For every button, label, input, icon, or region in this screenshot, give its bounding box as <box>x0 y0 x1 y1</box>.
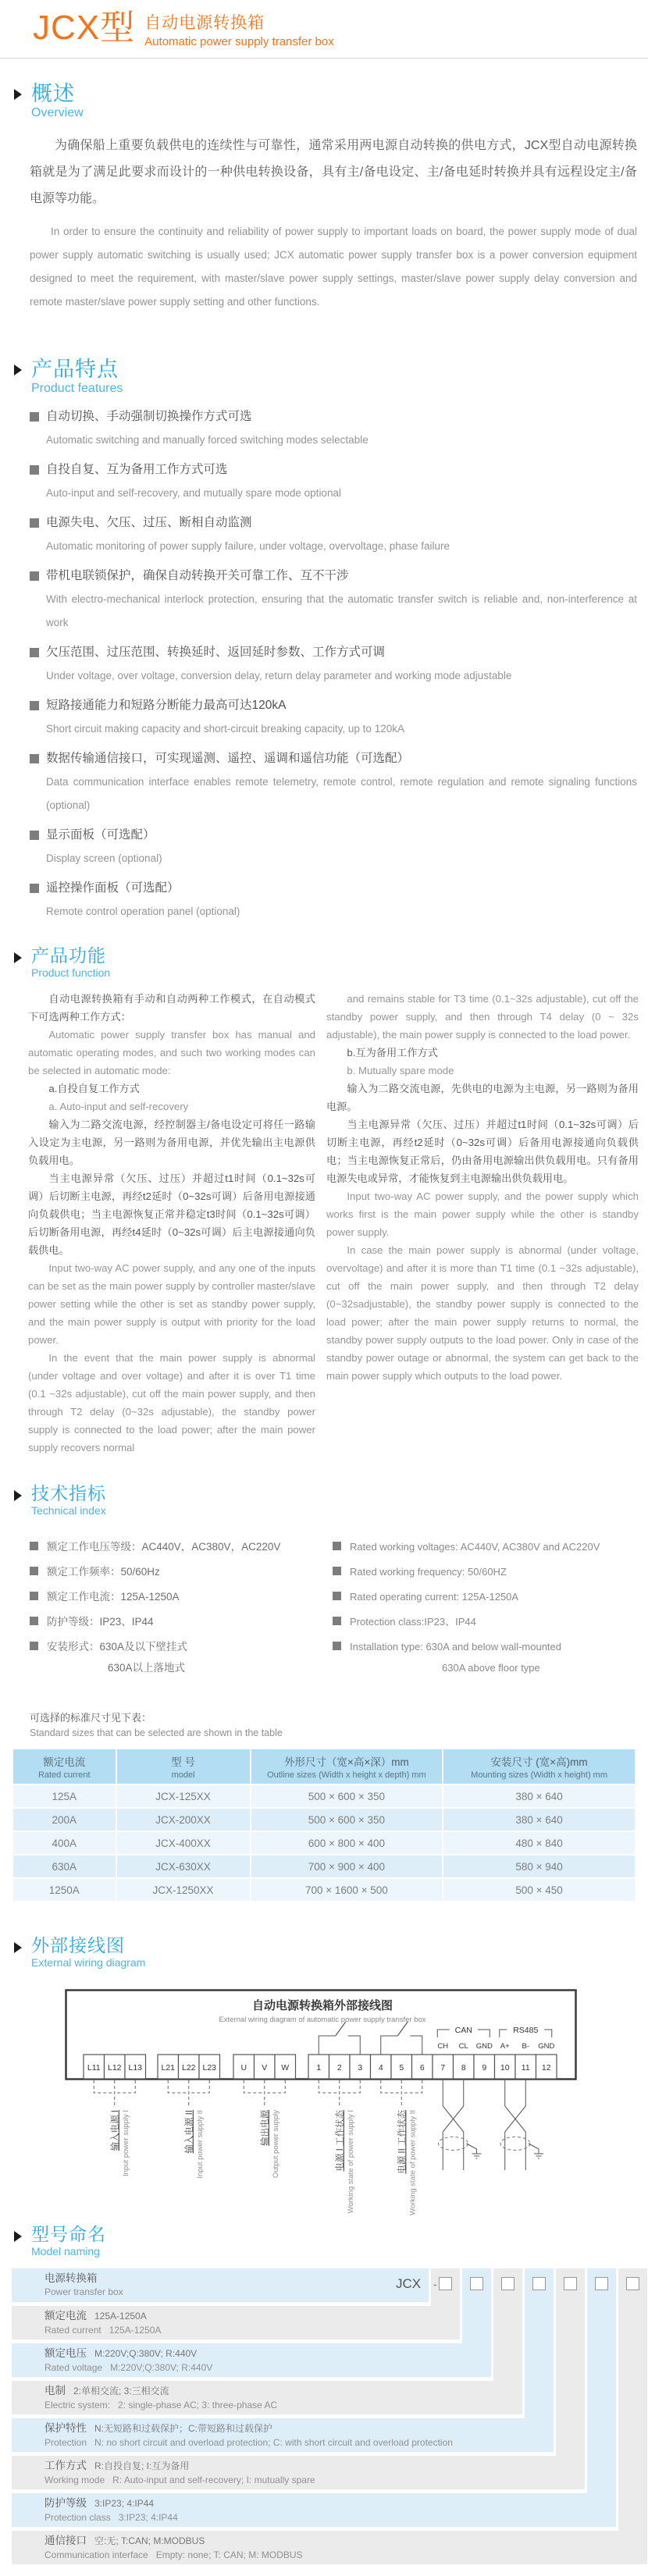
table-cell: JCX-200XX <box>117 1809 250 1831</box>
standard-sizes-table <box>12 1748 636 1902</box>
feature-item <box>30 408 637 452</box>
terminal-label: 7 <box>440 2063 446 2073</box>
function-paragraph-en: and remains stable for T3 time (0.1~32s adjustable), cut off the standby power supply, and then through T4 delay (0 ~ 32s adjustable), the main power supply is connected to the load power. <box>326 993 639 1041</box>
naming-heading-cn: 型号命名 <box>31 2224 106 2244</box>
naming-row-spec-en: 3:IP23; 4:IP44 <box>118 2512 178 2523</box>
table-cell: 700 × 900 × 400 <box>251 1856 443 1877</box>
wiring-heading-cn: 外部接线图 <box>31 1935 125 1955</box>
tech-spec-item: 额定工作频率：50/60Hz <box>30 1564 333 1579</box>
naming-row-label-cn: 额定电压 M:220V;Q:380V; R:440V <box>45 2347 198 2359</box>
terminal-label: L23 <box>202 2063 217 2073</box>
feature-text-cn: 欠压范围、过压范围、转换延时、返回延时参数、工作方式可调 <box>30 644 637 661</box>
function-paragraph-en: a. Auto-input and self-recovery <box>48 1101 189 1112</box>
bullet-square-icon <box>30 1642 38 1650</box>
feature-text-en: Short circuit making capacity and short-circuit breaking capacity, up to 120kA <box>46 723 404 735</box>
table-cell: 500 × 600 × 350 <box>251 1785 443 1807</box>
bullet-square-icon <box>30 465 39 475</box>
feature-text-cn: 显示面板（可选配） <box>30 827 637 844</box>
naming-row-label-en: Working mode R: Auto-input and self-recovery; I: mutually spare <box>45 2475 315 2485</box>
wiring-box-title-cn: 自动电源转换箱外部接线图 <box>251 1999 393 2012</box>
bullet-square-icon <box>30 1592 38 1600</box>
naming-row-spec-cn: N:无短路和过载保护；C:带短路和过载保护 <box>94 2423 273 2434</box>
naming-row <box>12 2268 429 2302</box>
size-note-cn: 可选择的标准尺寸见下表： <box>30 1712 152 1724</box>
naming-row-spec-cn: R:自投自复; I:互为备用 <box>94 2460 190 2471</box>
feature-text-cn: 电源失电、欠压、过压、断相自动监测 <box>30 514 637 532</box>
naming-row-label-en: Rated voltage M:220V;Q:380V; R:440V <box>45 2362 213 2373</box>
bullet-square-icon <box>30 701 39 710</box>
group-label-cn: 电源 II 工作状态 <box>397 2110 408 2174</box>
naming-row <box>12 2493 616 2527</box>
function-paragraph-cn: 自动电源转换箱有手动和自动两种工作模式，在自动模式下可选两种工作方式： <box>28 993 315 1023</box>
terminal-label: 11 <box>521 2063 530 2073</box>
feature-text-cn: 自投自复、互为备用工作方式可选 <box>30 461 637 479</box>
features-heading-en: Product features <box>31 382 123 395</box>
naming-digit-box <box>532 2277 546 2290</box>
wiring-box-title-en: External wiring diagram of automatic power supply transfer box <box>219 2016 426 2024</box>
naming-row-label-cn: 电源转换箱 <box>45 2272 98 2284</box>
table-cell: 125A <box>13 1785 116 1807</box>
table-cell: 630A <box>13 1856 116 1877</box>
section-features-heading <box>14 358 648 396</box>
feature-item <box>30 461 637 505</box>
function-column-right <box>326 990 639 1457</box>
function-paragraph-en: b. Mutually spare mode <box>347 1065 454 1076</box>
feature-item <box>30 514 637 558</box>
group-label-en: Input power supply II <box>195 2110 205 2179</box>
feature-text-en: Display screen (optional) <box>46 852 162 864</box>
naming-row <box>12 2306 460 2339</box>
table-header-cell <box>13 1749 116 1784</box>
header-label-cn: 安装尺寸 (宽×高)mm <box>490 1756 588 1768</box>
function-columns <box>28 990 639 1457</box>
naming-row-label-cn: 防护等级 3:IP23; 4:IP44 <box>45 2497 155 2509</box>
terminal-label: 2 <box>336 2063 342 2073</box>
feature-text-en: Automatic monitoring of power supply failure, under voltage, overvoltage, phase failure <box>46 540 450 552</box>
terminal-label: 6 <box>419 2063 425 2073</box>
bullet-square-icon <box>30 831 39 840</box>
feature-item <box>30 697 637 741</box>
model-naming-diagram <box>12 2268 636 2568</box>
table-cell: 700 × 1600 × 500 <box>251 1879 443 1901</box>
table-header-row <box>13 1749 635 1784</box>
naming-row-label-cn: 通信接口 空:无; T:CAN; M:MODBUS <box>45 2535 205 2546</box>
header-label-en: Outline sizes (Width x height x depth) mm <box>267 1770 426 1780</box>
feature-text-cn: 数据传输通信接口，可实现遥测、遥控、遥调和遥信功能（可选配） <box>30 750 637 767</box>
section-function-heading <box>14 945 648 979</box>
naming-row-spec-cn: 3:IP23; 4:IP44 <box>94 2498 155 2509</box>
naming-row-label-cn: 额定电流 125A-1250A <box>45 2310 147 2322</box>
terminal-label: L22 <box>181 2063 196 2073</box>
naming-row-spec-cn: 空:无; T:CAN; M:MODBUS <box>94 2535 205 2546</box>
terminal-label: L11 <box>87 2063 101 2073</box>
naming-dash: - <box>433 2278 437 2290</box>
function-paragraph-en: Automatic power supply transfer box has manual and automatic operating modes, and such two working modes can be selected in automatic mode: <box>28 1029 315 1076</box>
tech-index-left <box>30 1529 333 1675</box>
terminal-label: 8 <box>461 2063 466 2073</box>
naming-row-label-en: Protection class 3:IP23; 4:IP44 <box>45 2512 178 2523</box>
naming-row <box>12 2456 585 2489</box>
table-cell: 580 × 940 <box>443 1856 635 1877</box>
section-marker-icon <box>14 1942 22 1953</box>
overview-paragraph-cn: 为确保船上重要负载供电的连续性与可靠性，通常采用两电源自动转换的供电方式，JCX型自动电源转换箱就是为了满足此要求而设计的一种供电转换设备，具有主/备电设定、主/备电延时转换并具有远程设定主/备电源等功能。 <box>30 139 637 205</box>
terminal-label: 4 <box>378 2063 383 2073</box>
function-paragraph-cn: 输入为二路交流电源，经控制器主/备电设定可将任一路输入设定为主电源，另一路则为备用电源，并优先输出主电源供负载用电。 <box>28 1119 315 1166</box>
bus-name-label: RS485 <box>513 2026 539 2035</box>
feature-text-en: With electro-mechanical interlock protection, ensuring that the automatic transfer switch is reliable and, non-interference at work <box>46 593 637 628</box>
tech-spec-item: 额定工作电压等级：AC440V，AC380V，AC220V <box>30 1539 333 1554</box>
header-label-en: Rated current <box>37 1770 91 1780</box>
table-cell: 480 × 840 <box>443 1832 635 1854</box>
bullet-square-icon <box>333 1617 341 1625</box>
naming-digit-box <box>501 2277 514 2290</box>
feature-text-cn: 短路接通能力和短路分断能力最高可达120kA <box>30 697 637 714</box>
naming-strip <box>525 2268 554 2452</box>
section-marker-icon <box>14 952 22 963</box>
bullet-square-icon <box>333 1642 341 1650</box>
bullet-square-icon <box>30 754 39 763</box>
terminal-label: 10 <box>500 2063 510 2073</box>
naming-row-label-en: Power transfer box <box>45 2286 123 2297</box>
table-header-cell <box>117 1749 250 1784</box>
group-label-en: Input power supply I <box>121 2110 130 2177</box>
overview-heading-en: Overview <box>31 106 84 119</box>
table-header-cell <box>251 1749 443 1784</box>
header-label-cn: 外形尺寸（宽×高×深）mm <box>283 1756 409 1768</box>
naming-strip <box>556 2268 585 2489</box>
feature-text-en: Remote control operation panel (optional) <box>46 906 240 917</box>
terminal-label: 5 <box>399 2063 404 2073</box>
naming-row-label-en: Rated current 125A-1250A <box>45 2325 162 2336</box>
feature-text-en: Data communication interface enables remote telemetry, remote control, remote regulation and remote signaling functions (optional) <box>46 776 637 811</box>
wiring-heading-en: External wiring diagram <box>31 1956 146 1969</box>
function-paragraph-cn: 当主电源异常（欠压、过压）并超过t1时间（0.1~32s可调）后切断主电源，再经t2延时（0~32s可调）后备用电源接通向负载供电；当主电源恢复正常并稳定t3时间（0.1~32s可调）后切断备用电源，再经t4延时（0~32s可调）后主电源接通向负载供电。 <box>28 1172 315 1256</box>
tech-spec-item: Installation type: 630A and below wall-mounted 630A above floor type <box>333 1639 640 1675</box>
tech-spec-item: 安装形式：630A及以下壁挂式 630A以上落地式 <box>30 1639 333 1675</box>
table-cell: JCX-1250XX <box>117 1879 250 1901</box>
terminal-label: 1 <box>316 2063 322 2073</box>
function-paragraph-cn: b.互为备用工作方式 <box>347 1047 438 1059</box>
table-cell: 1250A <box>13 1879 116 1901</box>
section-marker-icon <box>14 89 22 100</box>
naming-row-label-en: Communication interface Empty: none; T: CAN; M: MODBUS <box>45 2549 303 2560</box>
wiring-diagram-svg <box>65 1989 577 2220</box>
product-title-cn: 自动电源转换箱 <box>144 14 265 32</box>
section-marker-icon <box>14 1490 22 1501</box>
bus-pin-label: GND <box>538 2042 555 2051</box>
function-heading-en: Product function <box>31 966 111 979</box>
table-cell: JCX-400XX <box>117 1832 250 1854</box>
naming-row <box>12 2531 647 2564</box>
function-paragraph-en: In the event that the main power supply is abnormal (under voltage and over voltage) and after it is over T1 time (0.1 ~32s adjustable), cut off the main power supply, and then through T2 delay (0~32s adjustable), the standby power supply is connected to the load power; after the main power supply recovers normal <box>28 1352 315 1453</box>
table-row <box>13 1879 635 1901</box>
function-column-left <box>28 990 315 1457</box>
section-marker-icon <box>14 2231 22 2242</box>
naming-digit-box <box>564 2277 577 2290</box>
table-row <box>13 1785 635 1807</box>
section-marker-icon <box>14 365 22 375</box>
feature-item <box>30 750 637 817</box>
bullet-square-icon <box>30 571 39 581</box>
function-paragraph-cn: 输入为二路交流电源，先供电的电源为主电源，另一路则为备用电源。 <box>326 1083 639 1112</box>
table-cell: 600 × 800 × 400 <box>251 1832 443 1854</box>
section-wiring-heading <box>14 1935 648 1969</box>
table-cell: 380 × 640 <box>443 1809 635 1831</box>
product-title-block <box>144 8 334 48</box>
group-label-cn: 输入电源 II <box>184 2110 194 2154</box>
section-overview-heading <box>14 82 648 120</box>
feature-text-en: Auto-input and self-recovery, and mutually spare mode optional <box>46 487 341 499</box>
bullet-square-icon <box>30 1567 38 1575</box>
tech-spec-item: Rated working frequency: 50/60HZ <box>333 1564 640 1579</box>
naming-row-label-cn: 保护特性 N:无短路和过载保护；C:带短路和过载保护 <box>45 2422 273 2434</box>
naming-row-spec-en: N: no short circuit and overload protection; C: with short circuit and overload protection <box>94 2437 453 2448</box>
tech-index-columns <box>30 1529 640 1675</box>
table-row <box>13 1856 635 1877</box>
function-paragraph-en: Input two-way AC power supply, and the power supply which works first is the main power supply while the other is standby power supply. <box>326 1190 639 1238</box>
terminal-label: 3 <box>358 2063 363 2073</box>
bus-pin-label: B- <box>522 2042 529 2051</box>
tech-spec-item: 额定工作电流：125A-1250A <box>30 1589 333 1604</box>
naming-row-spec-en: 125A-1250A <box>109 2325 162 2336</box>
header-label-en: Mounting sizes (Width x height) mm <box>471 1770 608 1780</box>
overview-paragraph-en: In order to ensure the continuity and reliability of power supply to important loads on board, the power supply mode of dual power supply automatic switching is usually used; JCX automatic power supply transfer box is a power conversion equipment designed to meet the requirement, with master/slave power supply settings, master/slave power supply delay conversion and remote master/slave power supply setting and other functions. <box>30 226 637 308</box>
feature-text-en: Under voltage, over voltage, conversion delay, return delay parameter and working mode adjustable <box>46 670 512 681</box>
naming-strip <box>618 2268 647 2564</box>
feature-text-cn: 遥控操作面板（可选配） <box>30 880 637 897</box>
table-row <box>13 1809 635 1831</box>
table-cell: 200A <box>13 1809 116 1831</box>
table-cell: 400A <box>13 1832 116 1854</box>
terminal-label: L13 <box>128 2063 143 2073</box>
table-cell: 500 × 450 <box>443 1879 635 1901</box>
naming-row-spec-cn: 2:单相交流; 3:三相交流 <box>73 2386 169 2396</box>
naming-row-spec-cn: M:220V;Q:380V; R:440V <box>94 2348 198 2359</box>
section-naming-heading <box>14 2224 648 2258</box>
naming-row <box>12 2343 491 2377</box>
bullet-square-icon <box>333 1592 341 1600</box>
size-note-en: Standard sizes that can be selected are shown in the table <box>30 1727 283 1738</box>
feature-item <box>30 880 637 923</box>
terminal-label: L21 <box>161 2063 176 2073</box>
function-paragraph-cn: a.自投自复工作方式 <box>48 1083 140 1094</box>
bullet-square-icon <box>30 1617 38 1625</box>
terminal-label: L12 <box>107 2063 122 2073</box>
wiring-diagram <box>65 1989 648 2224</box>
feature-text-cn: 带机电联锁保护，确保自动转换开关可靠工作、互不干涉 <box>30 568 637 585</box>
naming-strip <box>587 2268 616 2527</box>
feature-list <box>30 408 637 923</box>
tech-spec-item: 防护等级：IP23、IP44 <box>30 1614 333 1629</box>
naming-prefix: JCX <box>396 2276 422 2291</box>
header-label-cn: 额定电流 <box>43 1756 86 1768</box>
tech-heading-en: Technical index <box>31 1504 106 1517</box>
tech-index-right <box>333 1529 640 1675</box>
naming-row-label-en: Protection N: no short circuit and overload protection; C: with short circuit and overload protection <box>45 2437 453 2448</box>
bullet-square-icon <box>30 412 39 422</box>
naming-row-label-cn: 工作方式 R:自投自复; I:互为备用 <box>45 2460 190 2471</box>
bus-pin-label: CH <box>437 2042 449 2051</box>
naming-row-spec-cn: 125A-1250A <box>94 2311 147 2322</box>
bullet-square-icon <box>30 884 39 893</box>
tech-spec-second-line: 630A以上落地式 <box>108 1662 186 1674</box>
table-cell: 500 × 600 × 350 <box>251 1809 443 1831</box>
terminal-label: U <box>240 2063 247 2073</box>
tech-spec-item: Rated operating current: 125A-1250A <box>333 1589 640 1604</box>
group-label-cn: 电源 I 工作状态 <box>335 2110 345 2172</box>
features-heading-cn: 产品特点 <box>31 358 119 381</box>
group-label-cn: 输入电源 I <box>110 2110 120 2151</box>
terminal-label: 12 <box>541 2063 551 2073</box>
naming-row-label-cn: 电制 2:单相交流; 3:三相交流 <box>45 2385 169 2396</box>
naming-strip <box>493 2268 522 2414</box>
function-heading-cn: 产品功能 <box>31 945 106 966</box>
product-title-en: Automatic power supply transfer box <box>144 35 334 48</box>
terminal-label: W <box>281 2063 290 2073</box>
bullet-square-icon <box>30 1542 38 1550</box>
table-cell: JCX-125XX <box>117 1785 250 1807</box>
naming-row <box>12 2381 522 2414</box>
bus-pin-label: GND <box>475 2042 493 2051</box>
table-row <box>13 1832 635 1854</box>
tech-spec-second-line: 630A above floor type <box>442 1662 540 1674</box>
group-label-en: Working state of power supply II <box>408 2110 418 2215</box>
naming-digit-box <box>439 2277 452 2290</box>
table-header-cell <box>443 1749 635 1784</box>
section-tech-heading <box>14 1483 648 1517</box>
table-cell: 380 × 640 <box>443 1785 635 1807</box>
naming-digit-box <box>470 2277 483 2290</box>
tech-spec-item: Rated working voltages: AC440V, AC380V and AC220V <box>333 1539 640 1554</box>
feature-item <box>30 568 637 635</box>
bus-pin-label: A+ <box>500 2042 510 2051</box>
table-cell: JCX-630XX <box>117 1856 250 1877</box>
header-divider <box>0 58 648 59</box>
bullet-square-icon <box>333 1542 341 1550</box>
group-label-en: Working state of power supply I <box>346 2110 355 2214</box>
feature-text-cn: 自动切换、手动强制切换操作方式可选 <box>30 408 637 425</box>
bus-pin-label: CL <box>458 2042 468 2051</box>
naming-heading-en: Model naming <box>31 2245 100 2258</box>
naming-row-label-en: Electric system: 2: single-phase AC; 3: three-phase AC <box>45 2400 278 2411</box>
naming-row <box>12 2418 554 2452</box>
bus-name-label: CAN <box>454 2026 472 2035</box>
naming-row-spec-en: R: Auto-input and self-recovery; I: mutually spare <box>112 2475 315 2485</box>
naming-row-spec-en: M:220V;Q:380V; R:440V <box>110 2362 213 2373</box>
terminal-label: 9 <box>482 2063 487 2073</box>
naming-row-spec-en: Empty: none; T: CAN; M: MODBUS <box>155 2549 303 2560</box>
function-paragraph-en: Input two-way AC power supply, and any one of the inputs can be set as the main power supply by controller master/slave power setting while the other is set as standby power supply, and the main power supply is output with priority for the load power. <box>28 1262 315 1346</box>
bullet-square-icon <box>333 1567 341 1575</box>
feature-text-en: Automatic switching and manually forced switching modes selectable <box>46 434 369 446</box>
tech-spec-item: Protection class:IP23、IP44 <box>333 1614 640 1629</box>
overview-heading-cn: 概述 <box>31 82 75 105</box>
product-model-title: JCX型 <box>33 9 136 47</box>
naming-row-spec-en: 2: single-phase AC; 3: three-phase AC <box>118 2400 278 2411</box>
bullet-square-icon <box>30 518 39 528</box>
feature-item <box>30 644 637 688</box>
naming-digit-box <box>595 2277 608 2290</box>
terminal-label: V <box>262 2063 268 2073</box>
function-paragraph-en: In case the main power supply is abnormal (under voltage, overvoltage) and after it is more than T1 time (0.1 ~32s adjustable), cut off the main power supply, and then through T2 delay (0~32sadjustable), the standby power supply is connected to the load power; after the main power supply returns to normal, the standby power supply outputs to the load power. Only in case of the standby power outage or abnormal, the system can get back to the main power supply which outputs to the load power. <box>326 1244 639 1382</box>
header-label-en: model <box>171 1770 195 1780</box>
bullet-square-icon <box>30 648 39 657</box>
naming-digit-box <box>626 2277 639 2290</box>
header-label-cn: 型 号 <box>171 1756 195 1768</box>
page-header <box>0 0 648 48</box>
tech-heading-cn: 技术指标 <box>31 1483 106 1503</box>
group-label-cn: 输出电源 <box>260 2110 270 2146</box>
group-label-en: Output power supply <box>271 2110 280 2179</box>
function-paragraph-cn: 当主电源异常（欠压、过压）并超过t1时间（0.1~32s可调）后切断主电源，再经t2延时（0~32s可调）后备用电源接通向负载供电；当主电源恢复正常后，仍由备用电源输出供负载用电。只有备用电源失电或异常，才能恢复到主电源输出供负载用电。 <box>326 1119 639 1184</box>
feature-item <box>30 827 637 870</box>
